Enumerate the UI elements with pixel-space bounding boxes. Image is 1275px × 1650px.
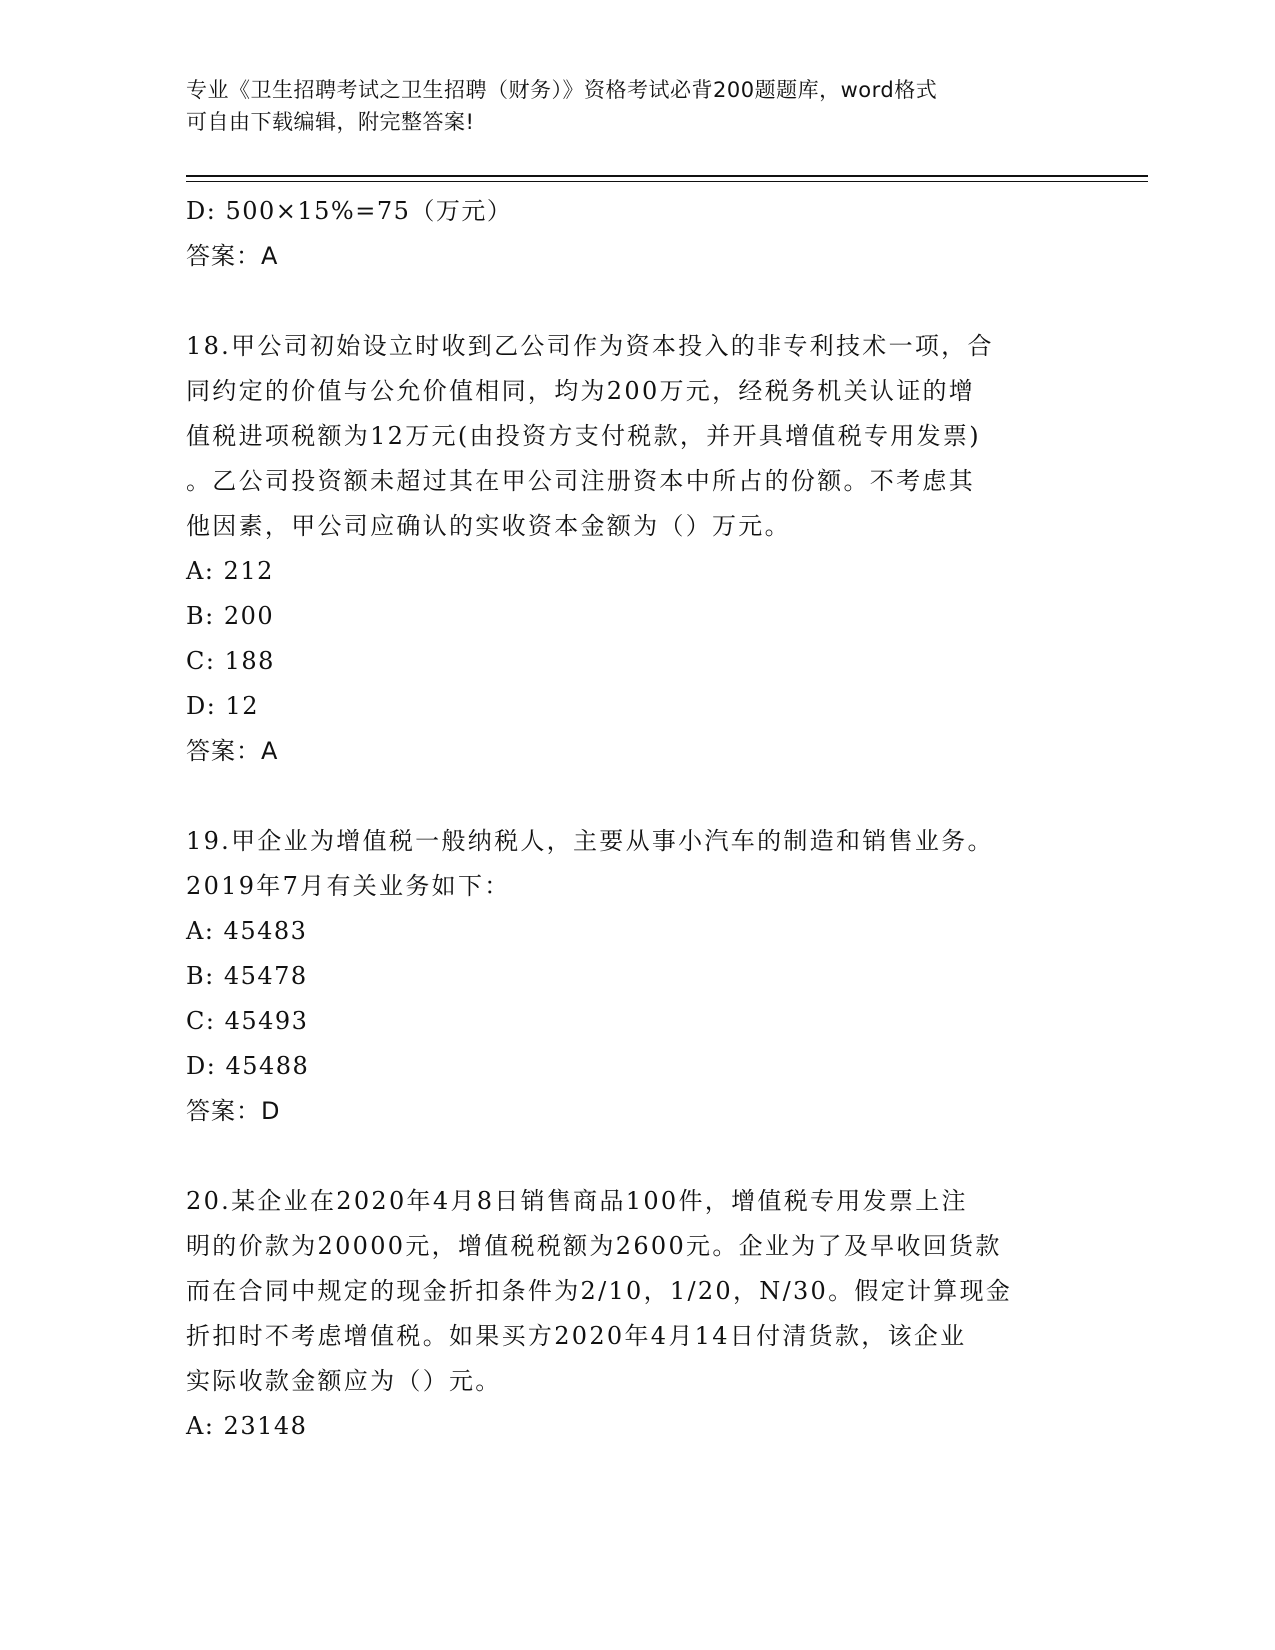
question-18-option-c: C: 188 [186, 647, 275, 675]
question-18-option-b: B: 200 [186, 602, 275, 630]
prev-option-d: D: 500×15%=75（万元） [186, 197, 513, 225]
header-line-1: 专业《卫生招聘考试之卫生招聘（财务）》资格考试必背200题题库，word格式 [186, 78, 938, 102]
question-19-option-a: A: 45483 [186, 917, 308, 945]
question-18-line: 他因素，甲公司应确认的实收资本金额为（）万元。 [186, 512, 791, 540]
question-18 [186, 324, 1086, 774]
question-20 [186, 1179, 1086, 1449]
question-19-option-c: C: 45493 [186, 1007, 309, 1035]
question-18-line: 18.甲公司初始设立时收到乙公司作为资本投入的非专利技术一项，合 [186, 332, 994, 360]
header-line-2: 可自由下载编辑，附完整答案! [186, 110, 475, 134]
spacer [186, 279, 1086, 324]
header-rule-thin [186, 181, 1148, 182]
question-20-line: 明的价款为20000元，增值税税额为2600元。企业为了及早收回货款 [186, 1232, 1002, 1260]
question-20-line: 20.某企业在2020年4月8日销售商品100件，增值税专用发票上注 [186, 1187, 968, 1215]
question-19 [186, 819, 1086, 1134]
question-20-line: 实际收款金额应为（）元。 [186, 1367, 502, 1395]
spacer [186, 774, 1086, 819]
question-18-option-d: D: 12 [186, 692, 259, 720]
question-19-line: 19.甲企业为增值税一般纳税人，主要从事小汽车的制造和销售业务。 [186, 827, 994, 855]
question-20-line: 折扣时不考虑增值税。如果买方2020年4月14日付清货款，该企业 [186, 1322, 967, 1350]
question-18-line: 同约定的价值与公允价值相同，均为200万元，经税务机关认证的增 [186, 377, 976, 405]
prev-answer: 答案：A [186, 242, 279, 270]
question-19-option-d: D: 45488 [186, 1052, 310, 1080]
question-18-option-a: A: 212 [186, 557, 274, 585]
question-19-answer: 答案：D [186, 1097, 281, 1125]
question-20-option-a: A: 23148 [186, 1412, 308, 1440]
question-20-line: 而在合同中规定的现金折扣条件为2/10，1/20，N/30。假定计算现金 [186, 1277, 1013, 1305]
question-18-line: 值税进项税额为12万元(由投资方支付税款，并开具增值税专用发票) [186, 422, 981, 450]
spacer [186, 1134, 1086, 1179]
question-19-option-b: B: 45478 [186, 962, 308, 990]
question-18-line: 。乙公司投资额未超过其在甲公司注册资本中所占的份额。不考虑其 [186, 467, 975, 495]
page-header [186, 74, 1066, 138]
header-rule-thick [186, 175, 1148, 177]
question-content [186, 189, 1086, 1449]
question-18-answer: 答案：A [186, 737, 279, 765]
question-19-line: 2019年7月有关业务如下： [186, 872, 511, 900]
